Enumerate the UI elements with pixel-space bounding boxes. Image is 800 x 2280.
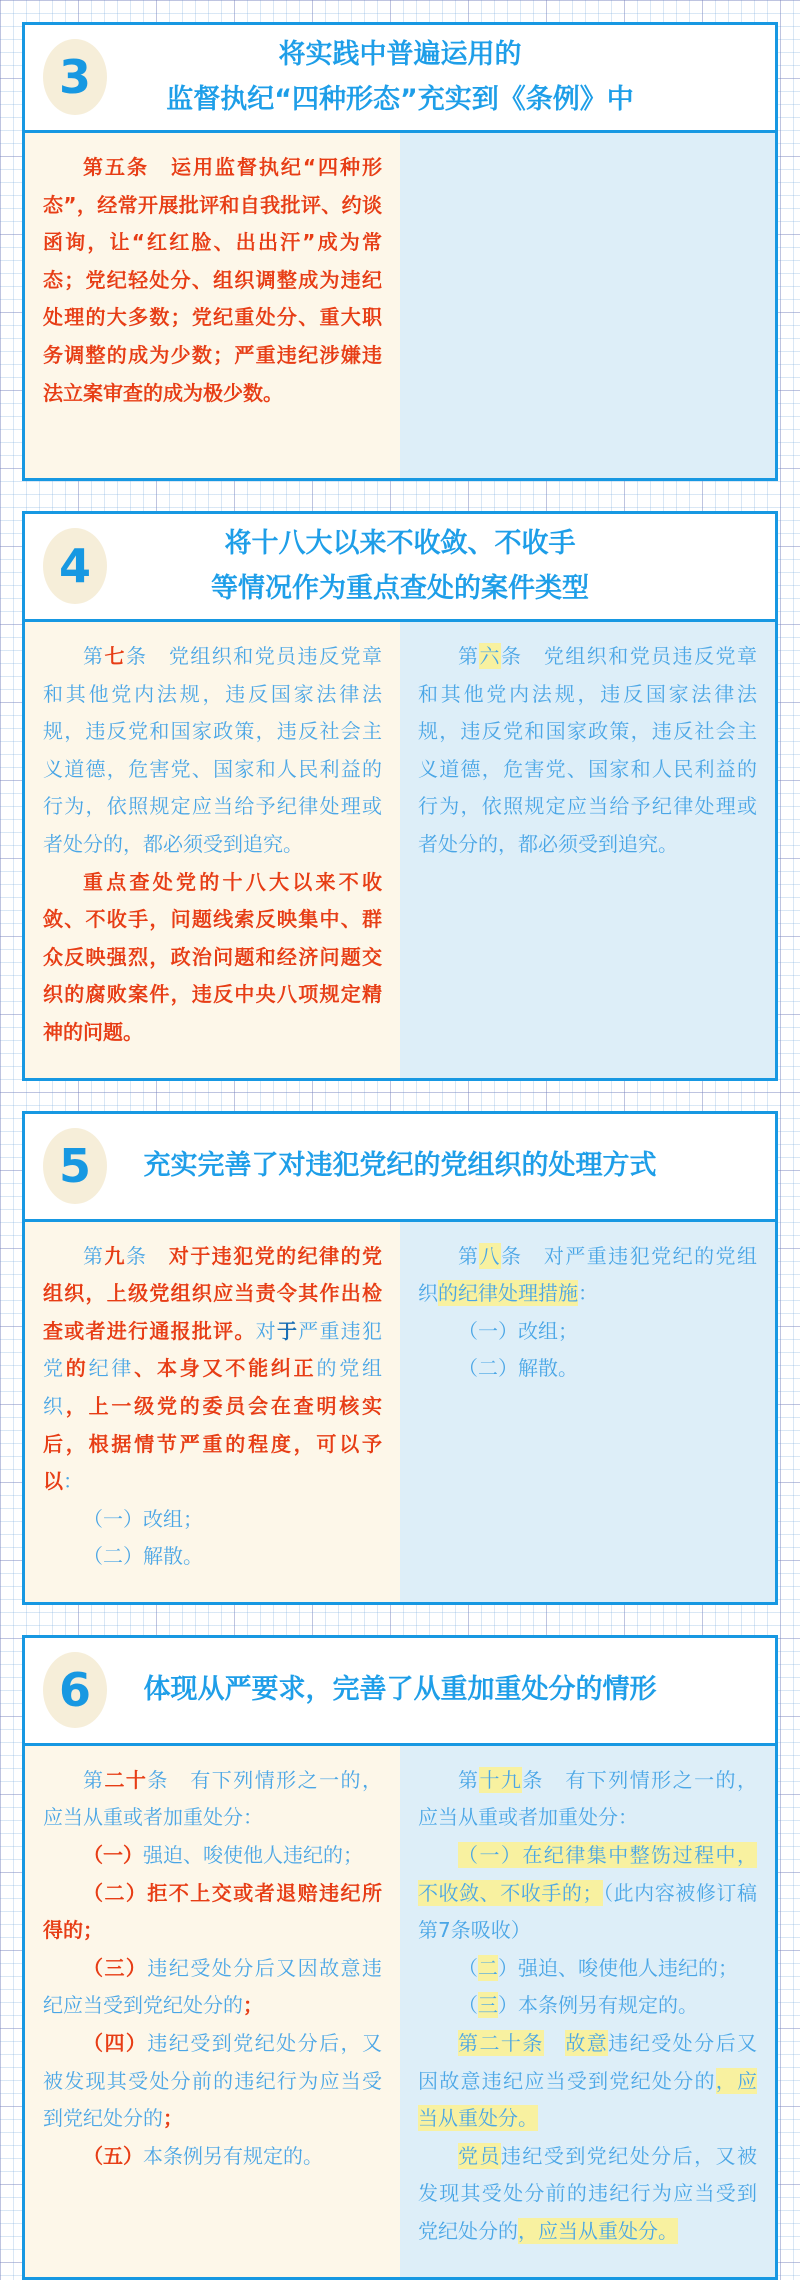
text-segment: （二）拒不上交或者退赔违纪所得的；	[43, 1880, 382, 1943]
section-body	[25, 133, 775, 478]
text-segment: 条 有下列情形之一的，应当从重或者加重处分：	[43, 1767, 383, 1830]
text-segment: ；	[243, 1993, 263, 2018]
paragraph	[43, 864, 382, 1052]
text-segment: （此内容被修订稿第7条吸收）	[418, 1880, 757, 1943]
section-header	[25, 25, 775, 133]
section-number-badge: 5	[43, 1128, 107, 1204]
text-segment: （	[458, 1993, 478, 2018]
text-segment: 第五条 运用监督执纪“四种形态”，经常开展批评和自我批评、约谈函询，让“红红脸、出出汗”成为常态；党纪轻处分、组织调整成为违纪处理的大多数；党纪重处分、重大职务调整的成为少数；严重违纪涉嫌违法立案审查的成为极少数。	[43, 155, 382, 405]
paragraph	[43, 2138, 382, 2176]
section-title	[144, 1144, 657, 1189]
text-segment: 的党组织	[43, 1356, 383, 1418]
text-segment: 违纪受处分后又因故意违纪应当受到党纪处分的	[418, 2031, 758, 2093]
text-segment: 重点查处党的十八大以来不收敛、不收手，问题线索反映集中、群众反映强烈，政治问题和经济问题交织的腐败案件，违反中央八项规定精神的问题。	[43, 869, 382, 1044]
text-segment: ：	[63, 1469, 83, 1494]
text-segment: 第	[458, 1767, 480, 1792]
paragraph	[43, 2025, 382, 2138]
text-segment: 、本身又不能纠正	[134, 1356, 317, 1381]
text-segment: ）本条例另有规定的。	[498, 1993, 698, 2018]
text-segment: 第	[458, 644, 480, 668]
section-header	[25, 1114, 775, 1222]
paragraph	[43, 638, 382, 864]
text-segment: 对于违犯党的纪律的党组织，上级党组织应当责令其作出检查或者进行通报批评。	[43, 1243, 383, 1343]
paragraph	[43, 1875, 382, 1950]
section-header	[25, 514, 775, 622]
section-title-line: 充实完善了对违犯党纪的党组织的处理方式	[143, 1149, 657, 1181]
paragraph	[43, 1762, 382, 1837]
paragraph	[418, 1238, 757, 1313]
text-segment: ，应当从重处分。	[518, 2219, 678, 2243]
section-title	[166, 33, 634, 122]
section-title-line: 将十八大以来不收敛、不收手	[224, 527, 576, 559]
text-segment: 第	[83, 644, 105, 668]
section-body	[25, 1746, 775, 2277]
paragraph	[43, 1837, 382, 1875]
text-segment: 的	[65, 1356, 89, 1381]
text-segment: 第	[458, 1243, 480, 1268]
text-segment: 第	[83, 1243, 105, 1268]
text-segment: （四）	[83, 2031, 148, 2056]
section-body	[25, 1222, 775, 1602]
text-segment: 第二十条	[458, 2031, 544, 2056]
text-segment: （二）解散。	[458, 1356, 578, 1381]
text-segment: （一）在纪律集中整饬过程中，不收敛、不收手的；	[418, 1843, 757, 1905]
text-segment: （一）	[83, 1843, 143, 1868]
paragraph	[43, 1538, 382, 1576]
revised-draft-column	[25, 622, 400, 1078]
section-title-line: 等情况作为重点查处的案件类型	[211, 572, 589, 604]
text-segment: ；	[163, 2106, 183, 2131]
text-segment: 本条例另有规定的。	[143, 2143, 323, 2168]
section-title	[211, 522, 589, 611]
original-regulation-column	[400, 133, 775, 478]
text-segment: 违纪受到党纪处分后，又被发现其受处分前的违纪行为应当受到党纪处分的	[43, 2031, 383, 2131]
section-title-line: 体现从严要求，完善了从重加重处分的情形	[143, 1674, 657, 1706]
original-regulation-column	[400, 1746, 775, 2277]
section-card-4	[22, 511, 778, 1081]
section-card-6	[22, 1635, 778, 2280]
paragraph	[418, 1313, 757, 1351]
text-segment: 条 党组织和党员违反党章和其他党内法规，违反国家法律法规，违反党和国家政策，违反社会主义道德，危害党、国家和人民利益的行为，依照规定应当给予纪律处理或者处分的，都必须受到追究。	[418, 644, 758, 856]
original-regulation-column	[400, 1222, 775, 1602]
text-segment: 纪律	[88, 1356, 135, 1381]
text-segment: 条 党组织和党员违反党章和其他党内法规，违反国家法律法规，违反党和国家政策，违反社会主义道德，危害党、国家和人民利益的行为，依照规定应当给予纪律处理或者处分的，都必须受到追究。	[43, 644, 383, 856]
text-segment: ，上一级党的委员会在查明核实后，根据情节严重的程度，可以予以	[43, 1393, 383, 1494]
text-segment: 于	[276, 1318, 299, 1343]
paragraph	[418, 1350, 757, 1388]
text-segment: 条 对严重违犯党纪的党组织	[418, 1243, 758, 1306]
paragraph	[43, 1238, 382, 1501]
text-segment: 违纪受到党纪处分后，又被发现其受处分前的违纪行为应当受到党纪处分的	[418, 2143, 758, 2243]
paragraph	[43, 1501, 382, 1539]
text-segment: （三）	[83, 1955, 148, 1980]
text-segment: 二	[478, 1955, 498, 1980]
text-segment: ，应当从重处分。	[418, 2068, 758, 2131]
text-segment: （一）改组；	[83, 1506, 203, 1531]
revised-draft-column	[25, 133, 400, 478]
text-segment: 故意	[565, 2031, 609, 2056]
text-segment: 强迫、唆使他人违纪的；	[143, 1843, 363, 1868]
section-title-line: 监督执纪“四种形态”充实到《条例》中	[166, 83, 634, 115]
paragraph	[43, 149, 382, 412]
original-regulation-column	[400, 622, 775, 1078]
revised-draft-column	[25, 1746, 400, 2277]
section-title	[144, 1668, 657, 1713]
paragraph	[43, 1950, 382, 2025]
section-card-5	[22, 1111, 778, 1605]
text-segment: 条 有下列情形之一的，应当从重或者加重处分：	[418, 1767, 758, 1830]
text-segment: ）强迫、唆使他人违纪的；	[498, 1955, 738, 1980]
text-segment: 的纪律处理措施	[438, 1281, 578, 1306]
paragraph	[418, 2138, 757, 2251]
text-segment: 九	[104, 1243, 126, 1268]
text-segment: 对	[255, 1318, 277, 1343]
section-body	[25, 622, 775, 1078]
text-segment: ：	[578, 1281, 598, 1306]
text-segment: （二）解散。	[83, 1544, 203, 1569]
text-segment: （五）	[83, 2143, 143, 2168]
text-segment: 八	[479, 1243, 501, 1268]
section-number-badge: 4	[43, 528, 107, 604]
text-segment: 党员	[458, 2143, 501, 2168]
revised-draft-column	[25, 1222, 400, 1602]
section-header	[25, 1638, 775, 1746]
text-segment: 七	[104, 644, 126, 668]
paragraph	[418, 1837, 757, 1950]
paragraph	[418, 1950, 757, 1988]
section-title-line: 将实践中普遍运用的	[278, 38, 522, 70]
text-segment: 条	[125, 1243, 169, 1268]
text-segment: 二十	[104, 1767, 148, 1792]
section-number-badge: 3	[43, 39, 107, 115]
section-number-badge: 6	[43, 1652, 107, 1728]
text-segment: 十九	[479, 1767, 523, 1792]
text-segment: 第	[83, 1767, 105, 1792]
text-segment: 严重违犯党	[43, 1318, 383, 1381]
text-segment: （一）改组；	[458, 1318, 578, 1343]
paragraph	[418, 638, 757, 864]
text-segment: （	[458, 1955, 478, 1980]
paragraph	[418, 1762, 757, 1837]
text-segment: 六	[479, 644, 501, 668]
section-card-3	[22, 22, 778, 481]
paragraph	[418, 2025, 757, 2138]
text-segment: 违纪受处分后又因故意违纪应当受到党纪处分的	[43, 1955, 383, 2018]
text-segment: 三	[478, 1993, 498, 2018]
text-segment	[544, 2031, 565, 2055]
paragraph	[418, 1987, 757, 2025]
